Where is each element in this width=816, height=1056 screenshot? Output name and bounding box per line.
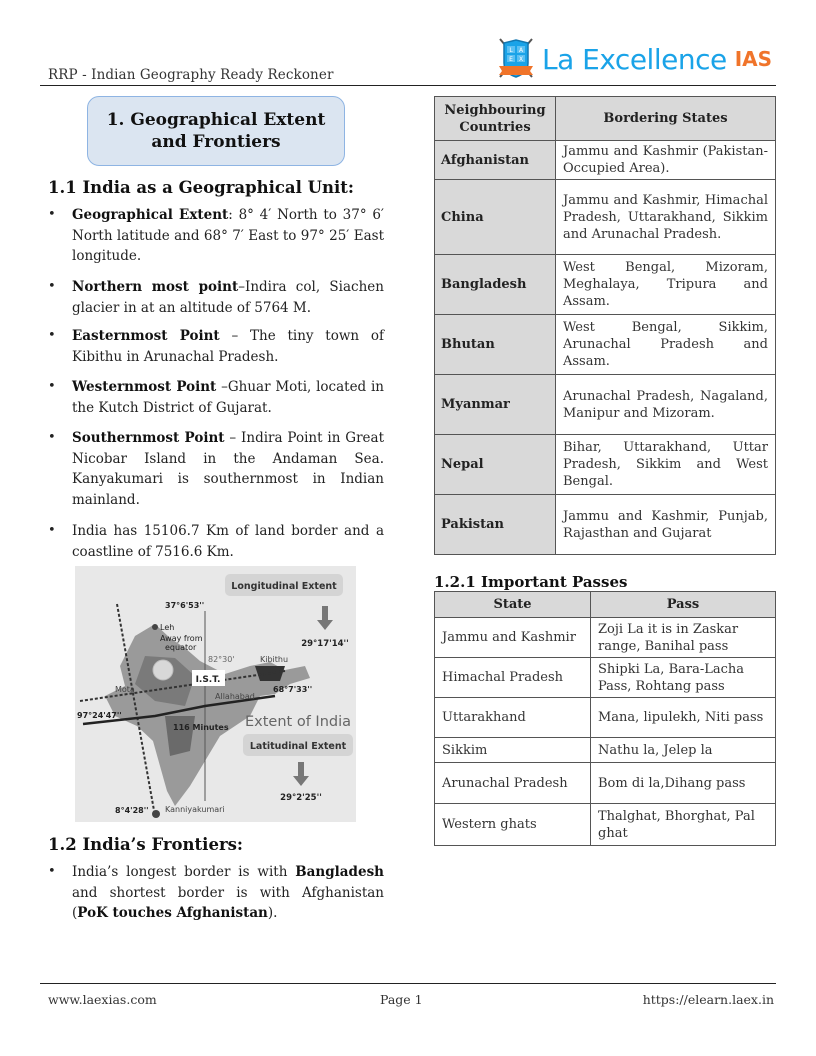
states-cell: Arunachal Pradesh, Nagaland, Manipur and Mizoram. bbox=[556, 375, 776, 435]
table-row bbox=[435, 495, 776, 555]
bullet-land-border: • India has 15106.7 Km of land border and a coastline of 7516.6 Km. bbox=[48, 523, 384, 560]
table-row bbox=[435, 375, 776, 435]
bullet-geographical-extent: • Geographical Extent: 8° 4′ North to 37° 6′ North latitude and 68° 7′ East to 97° 25′ East longitude. bbox=[48, 207, 384, 264]
svg-text:L: L bbox=[509, 47, 513, 54]
page-number: Page 1 bbox=[380, 992, 423, 1007]
chapter-title-box bbox=[87, 96, 345, 166]
country-cell: Bhutan bbox=[435, 315, 556, 375]
table-row bbox=[435, 180, 776, 255]
country-cell: Afghanistan bbox=[435, 141, 556, 180]
bullet-northern-most-point: • Northern most point–Indira col, Siachen glacier in at an altitude of 5764 M. bbox=[48, 279, 384, 316]
bullet-icon: • bbox=[48, 430, 56, 445]
table-row bbox=[435, 804, 776, 846]
table-row bbox=[435, 255, 776, 315]
meridian-label: 82°30' bbox=[208, 655, 235, 664]
country-cell: Pakistan bbox=[435, 495, 556, 555]
east-longitude-label: 68°7'33'' bbox=[273, 685, 313, 694]
place-label: Kibithu bbox=[260, 655, 289, 664]
bullet-easternmost-point: • Easternmost Point – The tiny town of Kibithu in Arunachal Pradesh. bbox=[48, 328, 384, 365]
column-header: Neighbouring Countries bbox=[435, 97, 556, 141]
table-row bbox=[435, 658, 776, 698]
place-label: Allahabad bbox=[215, 692, 255, 701]
latitudinal-extent-value: 29°2'25'' bbox=[280, 793, 322, 803]
country-cell: Bangladesh bbox=[435, 255, 556, 315]
bullet-icon: • bbox=[48, 328, 56, 343]
section-heading-1-2-1: 1.2.1 Important Passes bbox=[434, 573, 628, 591]
important-passes-table bbox=[434, 591, 776, 846]
table-row bbox=[435, 698, 776, 738]
pass-cell: Bom di la,Dihang pass bbox=[591, 763, 776, 804]
footer-elearn-link[interactable]: https://elearn.laex.in bbox=[642, 992, 774, 1007]
bullet-westernmost-point: • Westernmost Point –Ghuar Moti, located in the Kutch District of Gujarat. bbox=[48, 379, 384, 416]
pass-cell: Thalghat, Bhorghat, Pal ghat bbox=[591, 804, 776, 846]
bullet-longest-border: • India’s longest border is with Bangladesh and shortest border is with Afghanistan (PoK touches Afghanistan). bbox=[48, 864, 384, 921]
place-label: Leh bbox=[160, 623, 175, 632]
table-row bbox=[435, 738, 776, 763]
neighbouring-countries-table bbox=[434, 96, 776, 555]
state-cell: Uttarakhand bbox=[435, 698, 591, 738]
state-cell: Jammu and Kashmir bbox=[435, 618, 591, 658]
chapter-title-line-2: and Frontiers bbox=[151, 132, 281, 152]
longitudinal-extent-label: Longitudinal Extent bbox=[231, 581, 337, 592]
pass-cell: Mana, lipulekh, Niti pass bbox=[591, 698, 776, 738]
bullet-southernmost-point: • Southernmost Point – Indira Point in Great Nicobar Island in the Andaman Sea. Kanyakumari is southernmost in Indian mainland. bbox=[48, 430, 384, 508]
table-row bbox=[435, 618, 776, 658]
longitudinal-extent-value: 29°17'14'' bbox=[301, 639, 349, 649]
column-header: State bbox=[435, 592, 591, 618]
place-label: equator bbox=[165, 643, 197, 652]
country-cell: Myanmar bbox=[435, 375, 556, 435]
table-row bbox=[435, 315, 776, 375]
country-cell: China bbox=[435, 180, 556, 255]
footer-divider bbox=[40, 983, 776, 984]
states-cell: West Bengal, Sikkim, Arunachal Pradesh and Assam. bbox=[556, 315, 776, 375]
minutes-label: 116 Minutes bbox=[173, 723, 229, 732]
pass-cell: Nathu la, Jelep la bbox=[591, 738, 776, 763]
bullet-icon: • bbox=[48, 523, 56, 538]
state-cell: Sikkim bbox=[435, 738, 591, 763]
ist-label: I.S.T. bbox=[195, 675, 221, 685]
svg-text:E: E bbox=[509, 56, 513, 63]
table-row bbox=[435, 141, 776, 180]
section-heading-1-1: 1.1 India as a Geographical Unit: bbox=[48, 178, 354, 197]
place-label: Away from bbox=[160, 634, 203, 643]
country-cell: Nepal bbox=[435, 435, 556, 495]
extent-of-india-title: Extent of India bbox=[245, 714, 352, 730]
document-header-title: RRP - Indian Geography Ready Reckoner bbox=[48, 67, 334, 83]
latitudinal-extent-label: Latitudinal Extent bbox=[249, 741, 347, 752]
bullet-icon: • bbox=[48, 379, 56, 394]
place-label: Mota bbox=[115, 685, 135, 694]
table-row bbox=[435, 435, 776, 495]
shield-crest-icon bbox=[496, 37, 536, 81]
states-cell: Jammu and Kashmir (Pakistan-Occupied Area). bbox=[556, 141, 776, 180]
svg-text:X: X bbox=[518, 56, 524, 63]
logo-suffix: IAS bbox=[734, 47, 773, 71]
table-header-row bbox=[435, 592, 776, 618]
pass-cell: Zoji La it is in Zaskar range, Banihal pass bbox=[591, 618, 776, 658]
svg-text:A: A bbox=[518, 47, 524, 54]
table-header-row bbox=[435, 97, 776, 141]
table-row bbox=[435, 763, 776, 804]
states-cell: Jammu and Kashmir, Punjab, Rajasthan and Gujarat bbox=[556, 495, 776, 555]
header-divider bbox=[40, 85, 776, 86]
state-cell: Himachal Pradesh bbox=[435, 658, 591, 698]
column-header: Pass bbox=[591, 592, 776, 618]
bullet-icon: • bbox=[48, 279, 56, 294]
south-latitude-label: 8°4'28'' bbox=[115, 806, 149, 815]
states-cell: Bihar, Uttarakhand, Uttar Pradesh, Sikkim and West Bengal. bbox=[556, 435, 776, 495]
place-label: Kanniyakumari bbox=[165, 805, 225, 814]
la-excellence-logo bbox=[496, 36, 772, 82]
footer-website-link[interactable]: www.laexias.com bbox=[48, 992, 157, 1007]
logo-text: La Excellence bbox=[542, 42, 727, 76]
states-cell: West Bengal, Mizoram, Meghalaya, Tripura and Assam. bbox=[556, 255, 776, 315]
state-cell: Arunachal Pradesh bbox=[435, 763, 591, 804]
column-header: Bordering States bbox=[556, 97, 776, 141]
bullet-icon: • bbox=[48, 207, 56, 222]
west-longitude-label: 97°24'47'' bbox=[77, 711, 122, 720]
states-cell: Jammu and Kashmir, Himachal Pradesh, Uttarakhand, Sikkim and Arunachal Pradesh. bbox=[556, 180, 776, 255]
north-latitude-label: 37°6'53'' bbox=[165, 601, 205, 610]
pass-cell: Shipki La, Bara-Lacha Pass, Rohtang pass bbox=[591, 658, 776, 698]
india-extent-map-image bbox=[75, 566, 356, 822]
chapter-title-line-1: 1. Geographical Extent bbox=[106, 110, 326, 130]
section-heading-1-2: 1.2 India’s Frontiers: bbox=[48, 835, 244, 854]
bullet-icon: • bbox=[48, 864, 56, 879]
state-cell: Western ghats bbox=[435, 804, 591, 846]
